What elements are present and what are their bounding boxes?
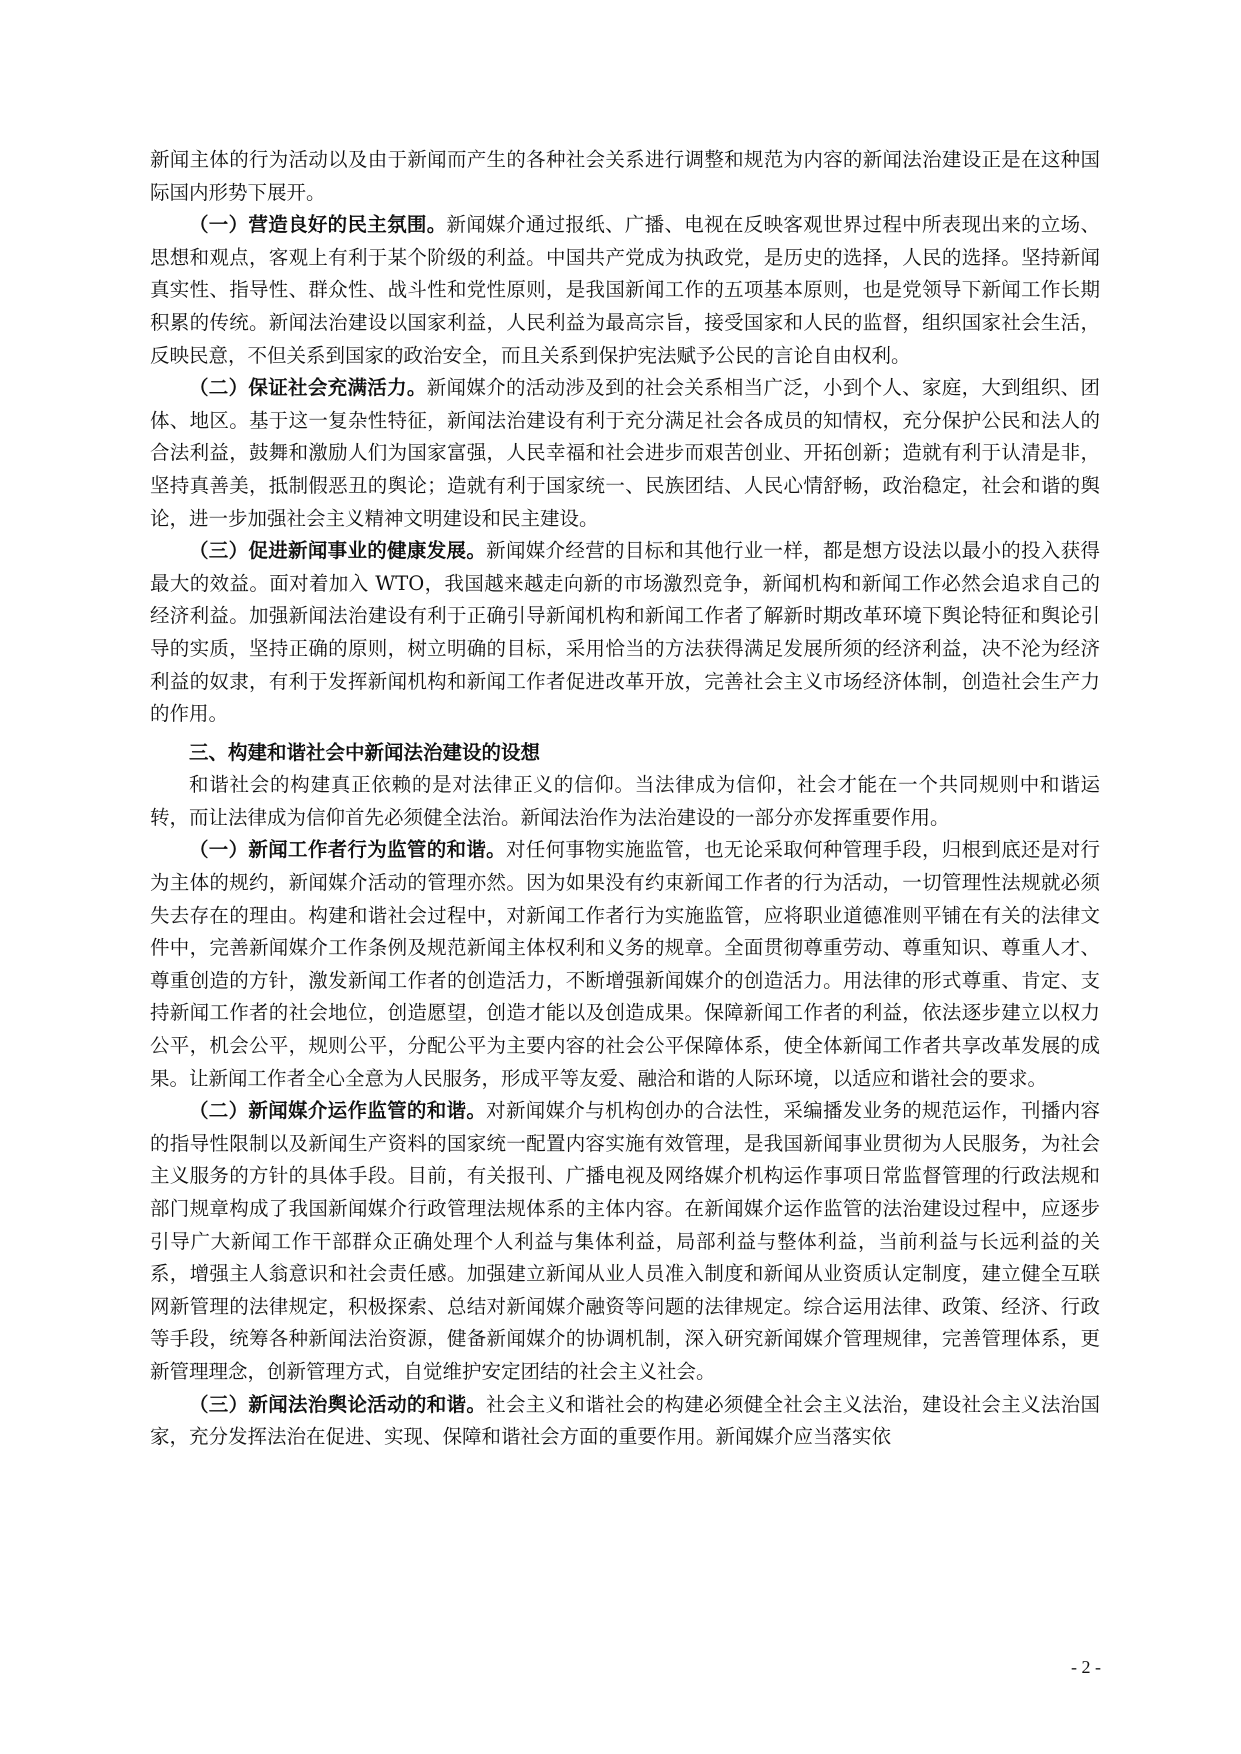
paragraph-text: 新闻媒介通过报纸、广播、电视在反映客观世界过程中所表现出来的立场、思想和观点，客观上有利于某个阶级的利益。中国共产党成为执政党，是历史的选择，人民的选择。坚持新闻真实性、指导性、群众性、战斗性和党性原则，是我国新闻工作的五项基本原则，也是党领导下新闻工作长期积累的传统。新闻法治建设以国家利益，人民利益为最高宗旨，接受国家和人民的监督，组织国家社会生活，反映民意，不但关系到国家的政治安全，而且关系到保护宪法赋予公民的言论自由权利。 (150, 213, 1100, 367)
paragraph-journalist-supervision (150, 834, 1100, 1095)
paragraph-lead: （二）新闻媒介运作监管的和谐。 (189, 1099, 487, 1123)
paragraph-text: 对新闻媒介与机构创办的合法性，采编播发业务的规范运作，刊播内容的指导性限制以及新闻生产资料的国家统一配置内容实施有效管理，是我国新闻事业贯彻为人民服务，为社会主义服务的方针的具体手段。目前，有关报刊、广播电视及网络媒介机构运作事项日常监督管理的行政法规和部门规章构成了我国新闻媒介行政管理法规体系的主体内容。在新闻媒介运作监管的法治建设过程中，应逐步引导广大新闻工作干部群众正确处理个人利益与集体利益，局部利益与整体利益，当前利益与长远利益的关系，增强主人翁意识和社会责任感。加强建立新闻从业人员准入制度和新闻从业资质认定制度，建立健全互联网新管理的法律规定，积极探索、总结对新闻媒介融资等问题的法律规定。综合运用法律、政策、经济、行政等手段，统筹各种新闻法治资源，健备新闻媒介的协调机制，深入研究新闻媒介管理规律，完善管理体系，更新管理理念，创新管理方式，自觉维护安定团结的社会主义社会。 (150, 1099, 1100, 1383)
paragraph-text: 对任何事物实施监管，也无论采取何种管理手段，归根到底还是对行为主体的规约，新闻媒介活动的管理亦然。因为如果没有约束新闻工作者的行为活动，一切管理性法规就必须失去存在的理由。构建和谐社会过程中，对新闻工作者行为实施监管，应将职业道德准则平铺在有关的法律文件中，完善新闻媒介工作条例及规范新闻主体权利和义务的规章。全面贯彻尊重劳动、尊重知识、尊重人才、尊重创造的方针，激发新闻工作者的创造活力，不断增强新闻媒介的创造活力。用法律的形式尊重、肯定、支持新闻工作者的社会地位，创造愿望，创造才能以及创造成果。保障新闻工作者的利益，依法逐步建立以权力公平，机会公平，规则公平，分配公平为主要内容的社会公平保障体系，使全体新闻工作者共享改革发展的成果。让新闻工作者全心全意为人民服务，形成平等友爱、融洽和谐的人际环境，以适应和谐社会的要求。 (150, 838, 1100, 1090)
paragraph-text: 社会主义和谐社会的构建必须健全社会主义法治，建设社会主义法治国家，充分发挥法治在促进、实现、保障和谐社会方面的重要作用。新闻媒介应当落实依 (150, 1392, 1100, 1449)
page-number: - 2 - (1071, 1657, 1101, 1677)
paragraph-public-opinion (150, 1389, 1100, 1454)
document-body (150, 144, 1100, 1454)
paragraph-social-vitality (150, 372, 1100, 535)
paragraph-text: 新闻媒介经营的目标和其他行业一样，都是想方设法以最小的投入获得最大的效益。面对着加入 WTO，我国越来越走向新的市场激烈竞争，新闻机构和新闻工作必然会追求自己的经济利益。加强新闻法治建设有利于正确引导新闻机构和新闻工作者了解新时期改革环境下舆论特征和舆论引导的实质，坚持正确的原则，树立明确的目标，采用恰当的方法获得满足发展所须的经济利益，决不沦为经济利益的奴隶，有利于发挥新闻机构和新闻工作者促进改革开放，完善社会主义市场经济体制，创造社会生产力的作用。 (150, 539, 1100, 726)
paragraph-democratic-atmosphere (150, 209, 1100, 372)
paragraph-lead: （一）营造良好的民主氛围。 (189, 213, 447, 237)
section-heading: 三、构建和谐社会中新闻法治建设的设想 (189, 740, 541, 764)
paragraph-lead: （一）新闻工作者行为监管的和谐。 (189, 838, 506, 862)
paragraph-lead: （二）保证社会充满活力。 (189, 376, 427, 400)
paragraph-healthy-development (150, 535, 1100, 731)
paragraph-lead: （三）新闻法治舆论活动的和谐。 (189, 1392, 487, 1416)
paragraph-text: 和谐社会的构建真正依赖的是对法律正义的信仰。当法律成为信仰，社会才能在一个共同规则中和谐运转，而让法律成为信仰首先必须健全法治。新闻法治作为法治建设的一部分亦发挥重要作用。 (150, 773, 1100, 829)
paragraph-media-operation (150, 1095, 1100, 1388)
paragraph-section-intro (150, 769, 1100, 834)
paragraph-text: 新闻主体的行为活动以及由于新闻而产生的各种社会关系进行调整和规范为内容的新闻法治建设正是在这种国际国内形势下展开。 (150, 148, 1100, 204)
paragraph-lead: （三）促进新闻事业的健康发展。 (189, 539, 487, 563)
paragraph-text: 新闻媒介的活动涉及到的社会关系相当广泛，小到个人、家庭，大到组织、团体、地区。基于这一复杂性特征，新闻法治建设有利于充分满足社会各成员的知情权，充分保护公民和法人的合法利益，鼓舞和激励人们为国家富强，人民幸福和社会进步而艰苦创业、开拓创新；造就有利于认清是非，坚持真善美，抵制假恶丑的舆论；造就有利于国家统一、民族团结、人民心情舒畅，政治稳定，社会和谐的舆论，进一步加强社会主义精神文明建设和民主建设。 (150, 376, 1100, 530)
paragraph-continuation (150, 144, 1100, 209)
